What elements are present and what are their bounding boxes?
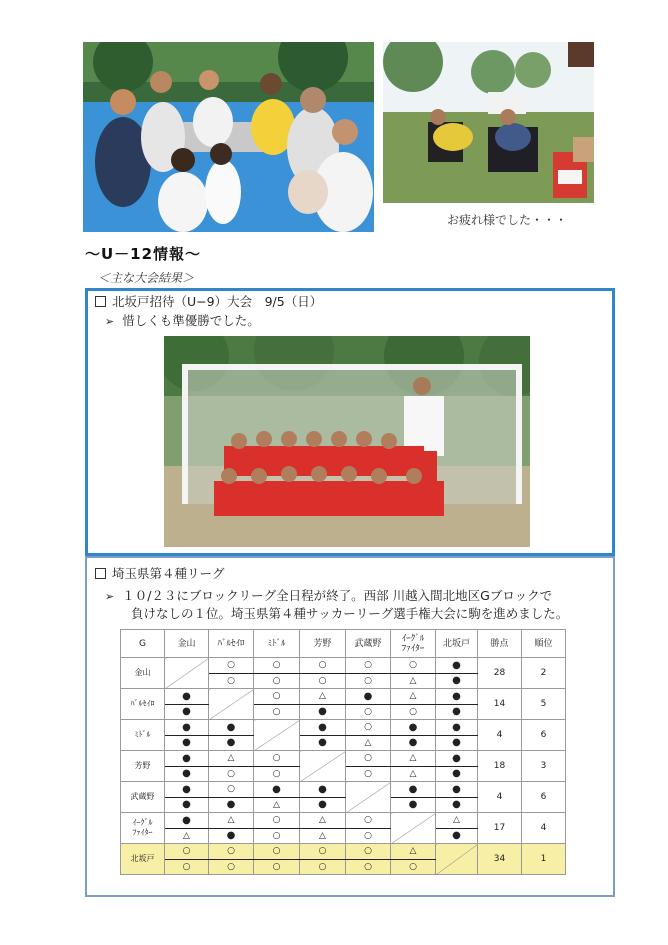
match-result-mark: ○: [364, 675, 372, 686]
match-result-cell: [209, 797, 254, 813]
match-result-mark: ●: [182, 768, 191, 780]
match-result-mark: ○: [227, 846, 235, 857]
arrow-bullet-icon: ➢: [105, 315, 115, 328]
match-result-cell: [391, 844, 436, 860]
match-result-cell: [165, 766, 209, 782]
match-result-cell: [254, 689, 300, 705]
match-result-mark: ○: [272, 861, 281, 872]
match-result-cell: [209, 720, 254, 736]
team-name-cell: ｲｰｸﾞﾙ ﾌｧｲﾀｰ: [121, 813, 165, 844]
match-result-cell: [346, 720, 391, 736]
match-result-mark: ○: [364, 861, 372, 872]
match-result-cell: [436, 704, 478, 720]
table-column-header: 順位: [522, 630, 566, 658]
match-result-mark: ○: [272, 706, 281, 717]
match-result-mark: ○: [272, 660, 281, 671]
match-result-cell: [300, 782, 346, 798]
rank-cell: 4: [522, 813, 566, 844]
match-result-mark: ○: [272, 691, 281, 702]
match-result-cell: [436, 766, 478, 782]
match-result-cell: [254, 782, 300, 798]
match-result-mark: ○: [364, 753, 372, 764]
photo-caption: お疲れ様でした・・・: [447, 213, 568, 227]
match-result-cell: [436, 797, 478, 813]
match-result-mark: ○: [364, 706, 372, 717]
match-result-cell: [165, 735, 209, 751]
match-result-cell: [391, 859, 436, 875]
match-result-cell: [391, 689, 436, 705]
match-result-mark: △: [227, 753, 235, 764]
league-description-2: [131, 604, 568, 622]
table-corner-cell: G: [121, 630, 165, 658]
match-result-mark: ●: [318, 783, 327, 795]
match-result-cell: [254, 797, 300, 813]
team-name-cell: ﾐﾄﾞﾙ: [121, 720, 165, 751]
match-result-mark: ○: [182, 846, 191, 857]
match-result-cell: [300, 658, 346, 674]
match-result-cell: [209, 751, 254, 767]
match-result-cell: [346, 844, 391, 860]
league-title: [95, 564, 225, 582]
team-name-cell: 武蔵野: [121, 782, 165, 813]
match-result-cell: [346, 735, 391, 751]
table-row: [121, 658, 566, 674]
match-result-cell: [300, 735, 346, 751]
tournament-title-text: 北坂戸招待（U−9）大会 9/5（日）: [112, 294, 323, 309]
match-result-cell: [436, 689, 478, 705]
match-result-mark: ●: [452, 737, 461, 749]
match-result-mark: ●: [452, 752, 461, 764]
match-result-mark: ●: [226, 737, 236, 749]
match-result-cell: [436, 673, 478, 689]
league-description-1: [105, 586, 552, 604]
match-result-mark: ○: [409, 861, 417, 872]
tournament-title: [95, 292, 322, 310]
match-result-mark: ○: [227, 784, 235, 795]
match-result-mark: ●: [226, 721, 236, 733]
match-result-cell: [391, 735, 436, 751]
match-result-cell: [346, 704, 391, 720]
section-heading: 〜U－12情報〜: [85, 245, 202, 263]
match-result-mark: ○: [272, 815, 281, 826]
self-match-cell: [209, 689, 254, 720]
match-result-mark: ●: [182, 752, 191, 764]
table-row: [121, 689, 566, 705]
self-match-cell: [300, 751, 346, 782]
match-result-mark: ○: [318, 675, 327, 686]
match-result-mark: △: [319, 815, 326, 826]
match-result-cell: [346, 859, 391, 875]
match-result-cell: [165, 844, 209, 860]
match-result-cell: [300, 813, 346, 829]
match-result-mark: ○: [409, 706, 417, 717]
match-result-mark: ●: [408, 783, 418, 795]
match-result-mark: △: [409, 768, 417, 779]
match-result-cell: [254, 828, 300, 844]
team-name-cell: 金山: [121, 658, 165, 689]
table-row: [121, 720, 566, 736]
match-result-mark: ○: [364, 830, 372, 841]
match-result-cell: [254, 704, 300, 720]
match-result-cell: [209, 658, 254, 674]
match-result-cell: [300, 828, 346, 844]
match-result-cell: [165, 751, 209, 767]
match-result-cell: [165, 689, 209, 705]
table-column-header: 武蔵野: [346, 630, 391, 658]
rank-cell: 6: [522, 720, 566, 751]
match-result-mark: ○: [227, 660, 235, 671]
points-cell: 34: [478, 844, 522, 875]
match-result-mark: ○: [272, 846, 281, 857]
checkbox-icon: [95, 296, 106, 307]
team-name-cell: 北坂戸: [121, 844, 165, 875]
points-cell: 4: [478, 720, 522, 751]
match-result-cell: [300, 844, 346, 860]
match-result-mark: ○: [364, 660, 372, 671]
tournament-result-text: 惜しくも準優勝でした。: [122, 313, 260, 328]
match-result-cell: [391, 766, 436, 782]
match-result-mark: △: [364, 737, 372, 748]
league-description-line2: 負けなしの１位。埼玉県第４種サッカーリーグ選手権大会に駒を進めました。: [131, 606, 569, 621]
match-result-mark: ●: [452, 830, 461, 842]
match-result-mark: ●: [182, 814, 191, 826]
match-result-cell: [209, 782, 254, 798]
match-result-mark: △: [319, 691, 326, 702]
table-column-header: ﾐﾄﾞﾙ: [254, 630, 300, 658]
table-row: [121, 813, 566, 829]
match-result-mark: △: [409, 846, 417, 857]
league-title-text: 埼玉県第４種リーグ: [112, 566, 225, 581]
match-result-cell: [436, 782, 478, 798]
match-result-mark: ●: [272, 783, 281, 795]
match-result-cell: [209, 673, 254, 689]
match-result-mark: ○: [227, 861, 235, 872]
match-result-mark: △: [183, 830, 190, 841]
checkbox-icon: [95, 568, 106, 579]
match-result-cell: [436, 828, 478, 844]
match-result-cell: [300, 704, 346, 720]
match-result-mark: ●: [452, 659, 461, 671]
match-result-cell: [165, 859, 209, 875]
match-result-mark: ○: [364, 768, 372, 779]
match-result-mark: ●: [226, 830, 236, 842]
match-result-cell: [346, 673, 391, 689]
match-result-cell: [346, 689, 391, 705]
match-result-mark: ○: [364, 846, 372, 857]
match-result-cell: [436, 658, 478, 674]
match-result-cell: [346, 766, 391, 782]
table-header-row: [121, 630, 566, 658]
match-result-mark: ○: [272, 768, 281, 779]
table-column-header: 北坂戸: [436, 630, 478, 658]
match-result-mark: ●: [182, 706, 191, 718]
match-result-mark: ●: [452, 675, 461, 687]
match-result-cell: [209, 766, 254, 782]
arrow-bullet-icon: ➢: [105, 590, 115, 603]
rank-cell: 1: [522, 844, 566, 875]
table-column-header: 芳野: [300, 630, 346, 658]
match-result-mark: ●: [452, 768, 461, 780]
match-result-cell: [254, 813, 300, 829]
match-result-mark: ●: [182, 783, 191, 795]
match-result-mark: ○: [272, 675, 281, 686]
match-result-mark: △: [273, 799, 280, 810]
table-row: [121, 782, 566, 798]
photo-relaxing-chairs: [383, 42, 594, 203]
match-result-mark: △: [409, 691, 417, 702]
match-result-mark: △: [409, 753, 417, 764]
match-result-mark: △: [227, 815, 235, 826]
rank-cell: 6: [522, 782, 566, 813]
match-result-cell: [391, 658, 436, 674]
league-description-line1: １０/２３にブロックリーグ全日程が終了。西部 川越入間北地区Gブロックで: [122, 588, 553, 603]
match-result-mark: ●: [408, 799, 418, 811]
match-result-cell: [436, 813, 478, 829]
match-result-cell: [346, 828, 391, 844]
match-result-mark: ●: [226, 799, 236, 811]
match-result-mark: ●: [363, 690, 373, 702]
match-result-cell: [254, 844, 300, 860]
match-result-mark: ●: [408, 737, 418, 749]
table-column-header: ﾊﾞﾙｾｲﾛ: [209, 630, 254, 658]
match-result-cell: [300, 859, 346, 875]
match-result-cell: [254, 859, 300, 875]
league-table: [120, 629, 566, 875]
match-result-cell: [436, 751, 478, 767]
match-result-cell: [209, 844, 254, 860]
photo-team: [164, 336, 530, 547]
match-result-cell: [436, 735, 478, 751]
match-result-mark: ●: [452, 783, 461, 795]
points-cell: 18: [478, 751, 522, 782]
match-result-mark: ●: [318, 737, 327, 749]
match-result-cell: [165, 797, 209, 813]
match-result-cell: [391, 704, 436, 720]
match-result-mark: ○: [272, 830, 281, 841]
table-column-header: 金山: [165, 630, 209, 658]
points-cell: 14: [478, 689, 522, 720]
match-result-mark: ○: [272, 753, 281, 764]
photo-picnic-group: [83, 42, 374, 232]
match-result-cell: [165, 704, 209, 720]
match-result-cell: [300, 720, 346, 736]
points-cell: 4: [478, 782, 522, 813]
table-row: [121, 844, 566, 860]
match-result-cell: [436, 720, 478, 736]
match-result-cell: [254, 751, 300, 767]
match-result-cell: [300, 797, 346, 813]
section-subheading: ＜主な大会結果＞: [98, 271, 195, 285]
match-result-mark: ●: [318, 799, 327, 811]
match-result-cell: [254, 766, 300, 782]
match-result-mark: ○: [227, 675, 235, 686]
self-match-cell: [165, 658, 209, 689]
match-result-cell: [346, 658, 391, 674]
match-result-cell: [254, 673, 300, 689]
match-result-mark: ○: [364, 722, 372, 733]
match-result-cell: [209, 828, 254, 844]
table-column-header: 勝点: [478, 630, 522, 658]
match-result-cell: [165, 828, 209, 844]
rank-cell: 3: [522, 751, 566, 782]
self-match-cell: [391, 813, 436, 844]
match-result-cell: [209, 859, 254, 875]
rank-cell: 2: [522, 658, 566, 689]
match-result-cell: [391, 751, 436, 767]
match-result-mark: ○: [364, 815, 372, 826]
team-name-cell: 芳野: [121, 751, 165, 782]
match-result-mark: ●: [182, 721, 191, 733]
match-result-mark: ●: [182, 690, 191, 702]
points-cell: 28: [478, 658, 522, 689]
match-result-cell: [300, 689, 346, 705]
table-row: [121, 751, 566, 767]
match-result-mark: ○: [409, 660, 417, 671]
match-result-mark: ●: [452, 799, 461, 811]
tournament-result: [105, 311, 260, 329]
team-name-cell: ﾊﾞﾙｾｲﾛ: [121, 689, 165, 720]
match-result-mark: ○: [227, 768, 235, 779]
self-match-cell: [346, 782, 391, 813]
self-match-cell: [436, 844, 478, 875]
match-result-mark: △: [409, 675, 417, 686]
table-column-header: ｲｰｸﾞﾙ ﾌｧｲﾀｰ: [391, 630, 436, 658]
points-cell: 17: [478, 813, 522, 844]
match-result-mark: △: [453, 815, 460, 826]
match-result-cell: [254, 658, 300, 674]
match-result-mark: △: [319, 830, 326, 841]
rank-cell: 5: [522, 689, 566, 720]
match-result-mark: ●: [318, 706, 327, 718]
match-result-cell: [391, 797, 436, 813]
match-result-mark: ●: [452, 706, 461, 718]
match-result-mark: ●: [408, 721, 418, 733]
match-result-cell: [300, 673, 346, 689]
match-result-cell: [391, 782, 436, 798]
match-result-mark: ●: [182, 737, 191, 749]
match-result-cell: [391, 673, 436, 689]
match-result-mark: ○: [318, 660, 327, 671]
match-result-cell: [165, 720, 209, 736]
match-result-mark: ●: [318, 721, 327, 733]
match-result-cell: [165, 813, 209, 829]
match-result-mark: ○: [182, 861, 191, 872]
match-result-mark: ○: [318, 846, 327, 857]
match-result-cell: [346, 813, 391, 829]
match-result-cell: [346, 751, 391, 767]
match-result-mark: ●: [452, 690, 461, 702]
match-result-cell: [209, 735, 254, 751]
match-result-cell: [391, 720, 436, 736]
self-match-cell: [254, 720, 300, 751]
match-result-cell: [165, 782, 209, 798]
match-result-mark: ●: [452, 721, 461, 733]
match-result-mark: ○: [318, 861, 327, 872]
match-result-cell: [209, 813, 254, 829]
match-result-mark: ●: [182, 799, 191, 811]
